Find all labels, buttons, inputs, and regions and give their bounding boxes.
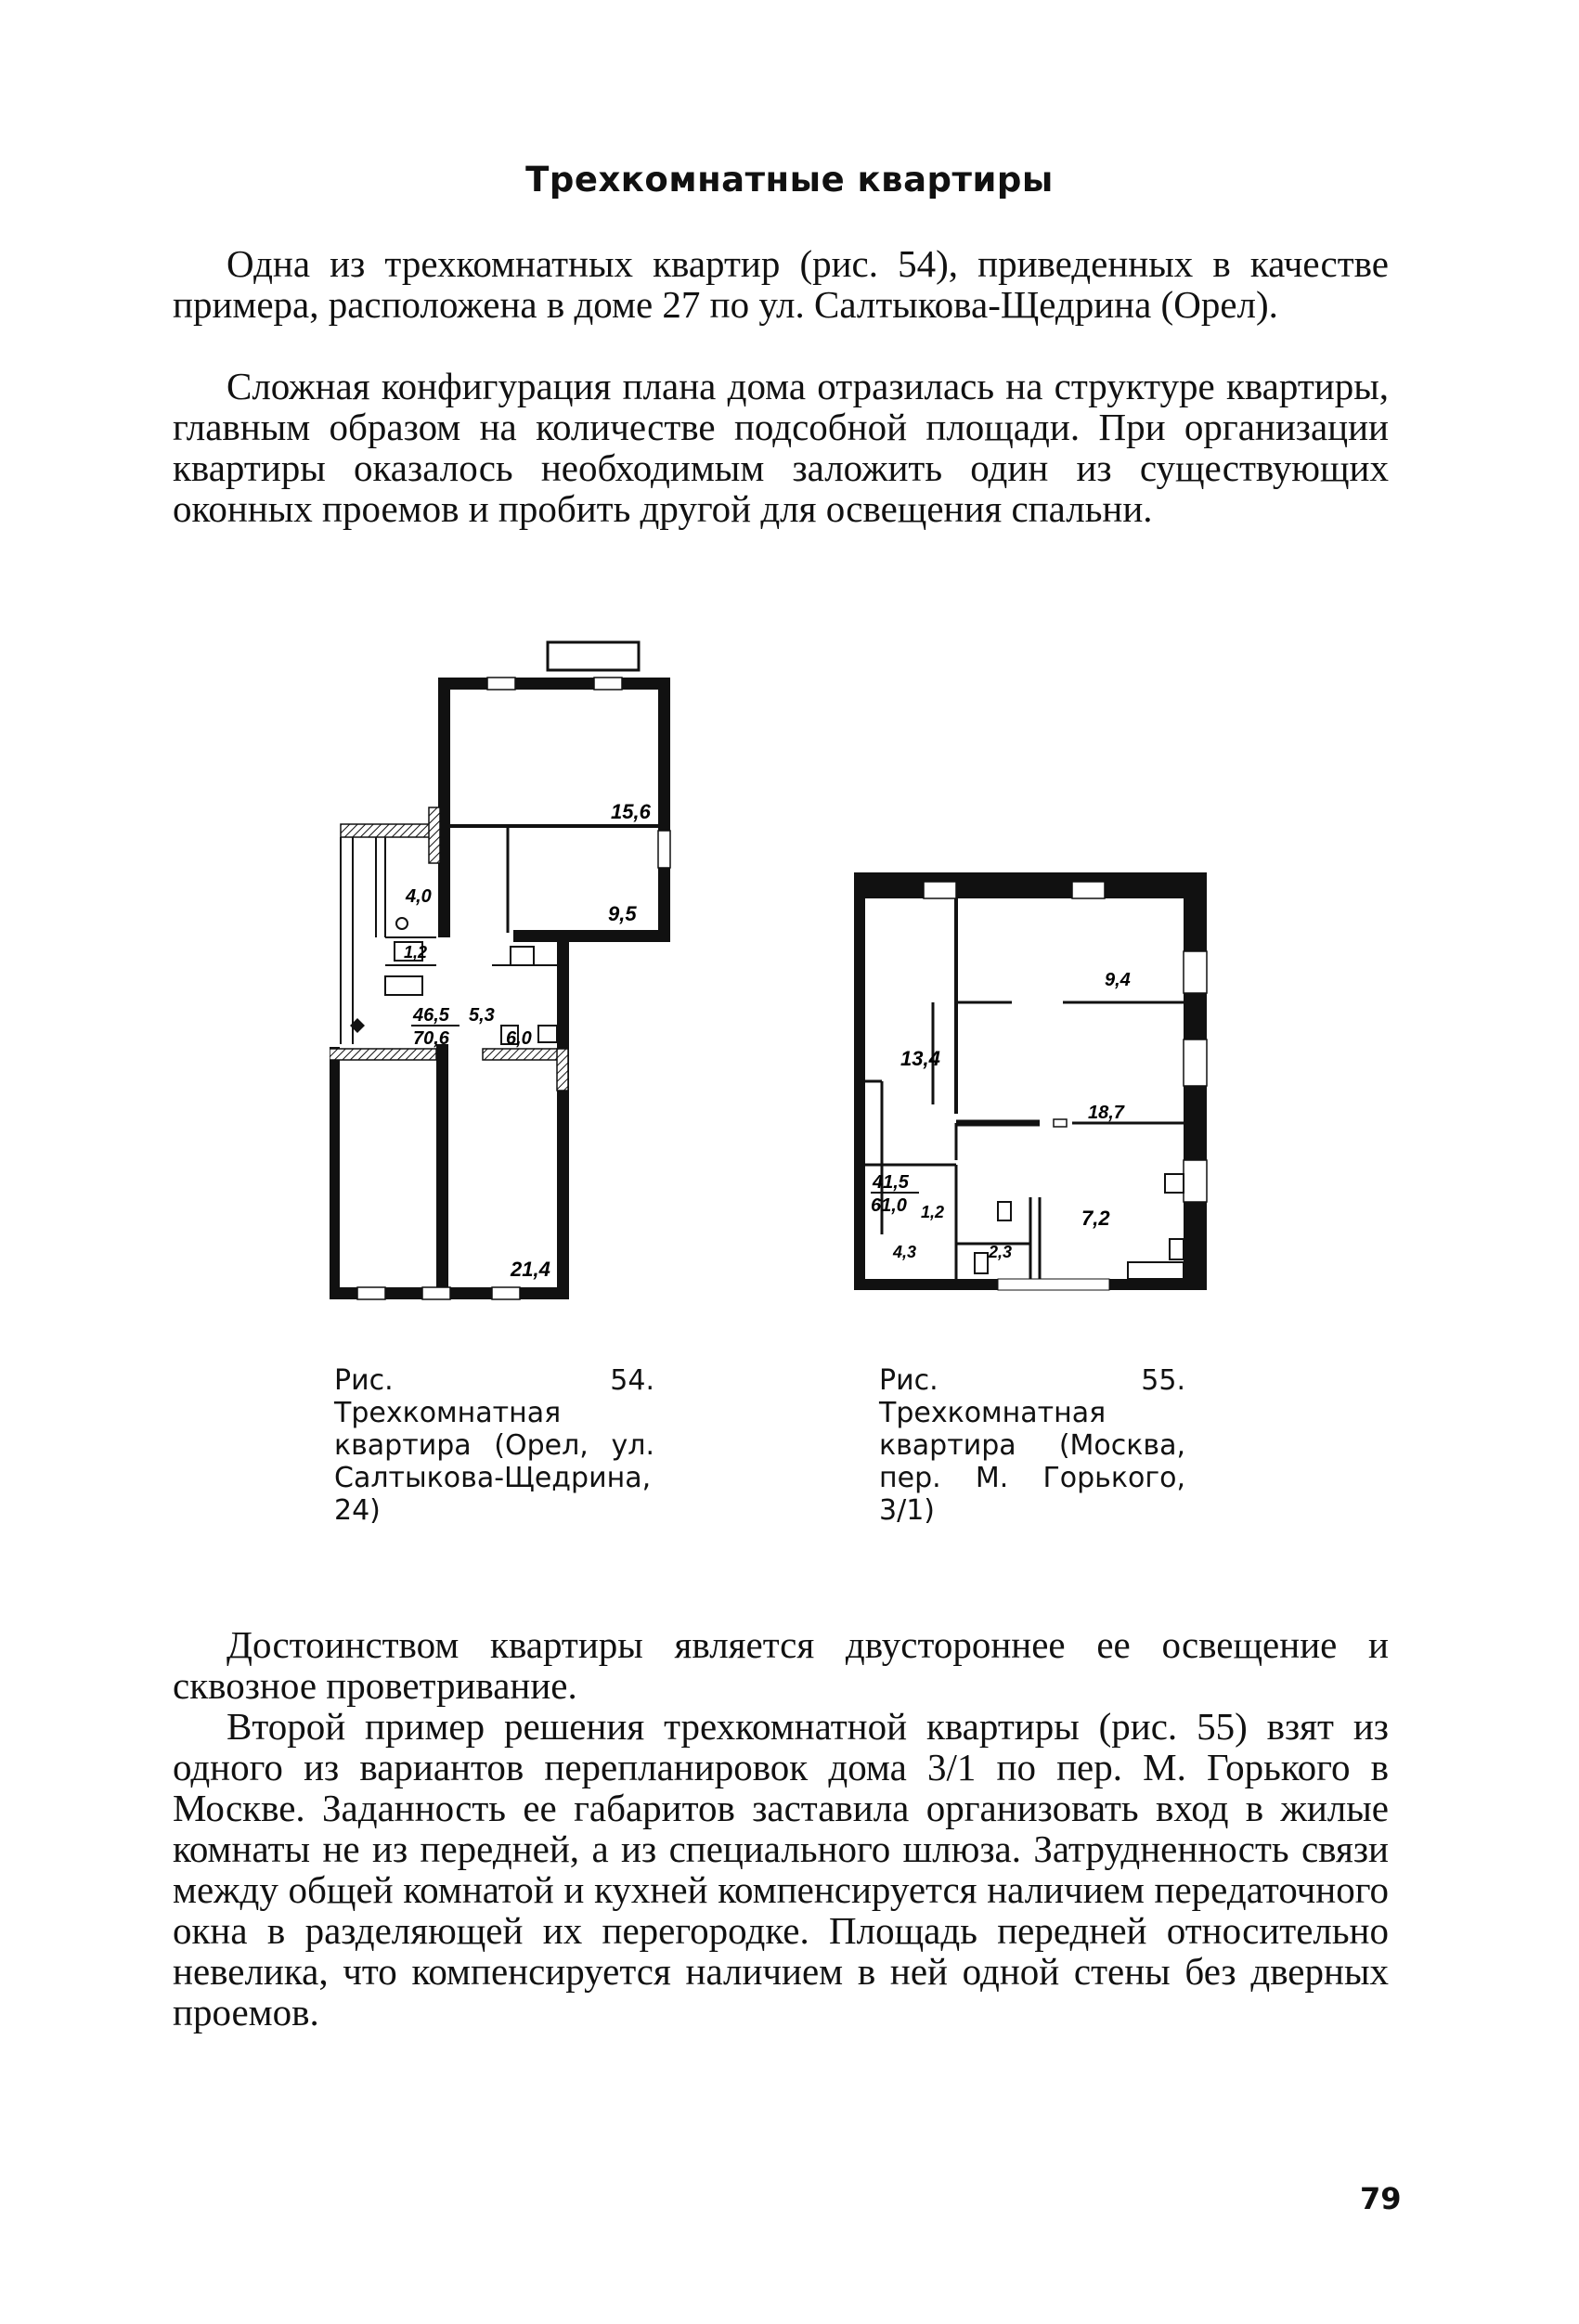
fixture: [511, 947, 534, 965]
window: [357, 1287, 385, 1299]
window: [998, 1279, 1109, 1290]
balcony: [548, 642, 639, 670]
window: [1184, 951, 1207, 993]
window: [1184, 1160, 1207, 1202]
paragraph-3: Достоинством квартиры является двустороннее ее освещение и сквозное проветривание.: [173, 1623, 1389, 1707]
floor-plan-fig54: [330, 631, 673, 1323]
fixture: [385, 976, 422, 995]
room-label: 1,2: [921, 1203, 945, 1221]
section-heading: Трехкомнатные квартиры: [525, 160, 1054, 200]
room-label: 9,4: [1105, 970, 1131, 990]
floor-plan-fig55: [845, 854, 1211, 1313]
room-label: 6,0: [506, 1028, 532, 1049]
serving-hatch: [1054, 1119, 1067, 1127]
room-label: 4,3: [893, 1243, 917, 1261]
room-label: 1,2: [404, 943, 428, 962]
window: [924, 882, 956, 898]
wall: [436, 1044, 448, 1290]
wall: [438, 678, 670, 690]
room-label: 15,6: [611, 800, 651, 823]
window: [594, 678, 622, 690]
hatched-wall: [330, 1049, 436, 1060]
wall: [330, 1047, 340, 1299]
room-label: 21,4: [511, 1258, 550, 1281]
living-area-label: 41,5: [873, 1172, 909, 1193]
room-label: 13,4: [900, 1047, 940, 1070]
paragraph-2: Сложная конфигурация плана дома отразилась на структуре квартиры, главным образом на количестве подсобной площади. При организации квартиры оказалось необходимым заложить один из существующих оконных проемов и пробить другой для освещения спальни.: [173, 365, 1389, 530]
room-label: 9,5: [608, 902, 637, 925]
room-label: 7,2: [1081, 1207, 1110, 1230]
paragraph-4: Второй пример решения трехкомнатной квартиры (рис. 55) взят из одного из вариантов перепланировок дома 3/1 по пер. М. Горького в Москве. Заданность ее габаритов заставила организовать вход в жилые комнаты не из передней, а из специального шлюза. Затрудненность связи между общей комнатой и кухней компенсируется наличием передаточного окна в разделяющей их перегородке. Площадь передней относительно невелика, что компенсируется наличием в ней одной стены без дверных проемов.: [173, 1705, 1389, 2034]
hatched-wall: [341, 824, 438, 837]
living-area-label: 46,5: [413, 1005, 449, 1026]
wall: [854, 872, 1207, 898]
fixture: [396, 918, 408, 929]
total-area-label: 70,6: [413, 1028, 449, 1049]
wall: [658, 678, 670, 942]
figure-55-caption: Рис. 55. Трехкомнатная квартира (Москва, пер. М. Горького, 3/1): [879, 1364, 1185, 1527]
fixture: [975, 1253, 988, 1273]
fixture: [1170, 1239, 1184, 1259]
page-number: 79: [1360, 2181, 1402, 2216]
fixture: [998, 1202, 1011, 1220]
room-label: 4,0: [406, 886, 432, 907]
fixture: [538, 1026, 557, 1042]
figure-54-caption: Рис. 54. Трехкомнатная квартира (Орел, ул. Салтыкова-Щедрина, 24): [334, 1364, 654, 1527]
wall: [513, 930, 670, 942]
window: [658, 831, 670, 868]
room-label: 18,7: [1088, 1103, 1124, 1123]
wall: [557, 937, 569, 1299]
window: [1072, 882, 1105, 898]
paragraph-1: Одна из трехкомнатных квартир (рис. 54), приведенных в качестве примера, расположена в доме 27 по ул. Салтыкова-Щедрина (Орел).: [173, 242, 1389, 326]
fixture: [1128, 1262, 1184, 1279]
window: [492, 1287, 520, 1299]
total-area-label: 61,0: [871, 1195, 907, 1216]
hatched-wall: [557, 1049, 568, 1091]
room-label: 5,3: [469, 1005, 495, 1026]
fixture: [1165, 1174, 1184, 1193]
window: [1184, 1039, 1207, 1086]
hatched-wall: [483, 1049, 566, 1060]
wall: [854, 872, 865, 1290]
room-label: 2,3: [989, 1243, 1013, 1261]
window: [422, 1287, 450, 1299]
window: [487, 678, 515, 690]
hatched-wall: [429, 807, 440, 863]
